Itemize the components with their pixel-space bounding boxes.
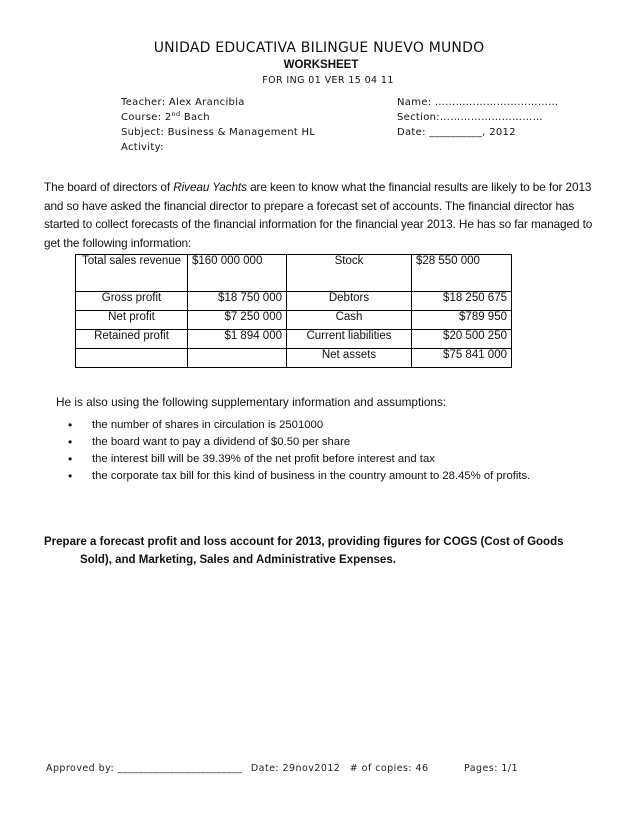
assumptions-list <box>60 417 530 485</box>
table-cell: Retained profit <box>76 330 188 349</box>
table-cell: Debtors <box>287 292 412 311</box>
table-cell: $18 750 000 <box>188 292 287 311</box>
copies-count: # of copies: 46 <box>349 763 429 774</box>
table-cell: Stock <box>287 255 412 292</box>
subject-line: Subject: Business & Management HL <box>121 127 316 138</box>
assumptions-intro: He is also using the following supplementary information and assumptions: <box>56 395 447 409</box>
list-item: • the corporate tax bill for this kind of business in the country amount to 28.45% of profits. <box>68 469 531 483</box>
teacher-line: Teacher: Alex Arancibia <box>121 97 245 108</box>
table-cell: Gross profit <box>76 292 188 311</box>
table-row <box>76 292 512 311</box>
info-left <box>121 95 315 155</box>
approved-by: Approved by: ________________________ <box>46 763 243 774</box>
table-cell: $18 250 675 <box>412 292 512 311</box>
info-right <box>397 95 558 140</box>
table-cell: Current liabilities <box>287 330 412 349</box>
table-cell <box>188 349 287 368</box>
table-row <box>76 349 512 368</box>
table-cell: $1 894 000 <box>188 330 287 349</box>
section-field: Section:………………………… <box>397 112 543 123</box>
bullet-icon: • <box>68 452 73 466</box>
footer-date: Date: 29nov2012 <box>250 763 341 774</box>
date-field: Date: __________, 2012 <box>397 127 516 138</box>
worksheet-title: WORKSHEET <box>283 59 359 71</box>
list-item: • the board want to pay a dividend of $0.50 per share <box>68 435 351 449</box>
table-row <box>76 330 512 349</box>
table-cell: $20 500 250 <box>412 330 512 349</box>
course-line: Course: 2nd Bach <box>121 110 210 123</box>
table-cell: Total sales revenue <box>76 255 188 292</box>
company-name: Riveau Yachts <box>173 180 247 194</box>
bullet-icon: • <box>68 418 73 432</box>
table-cell: $789 950 <box>412 311 512 330</box>
table-row <box>76 255 512 292</box>
activity-line: Activity: <box>121 142 164 153</box>
table-cell <box>76 349 188 368</box>
bullet-icon: • <box>68 469 73 483</box>
page-count: Pages: 1/1 <box>464 763 518 774</box>
table-cell: Net profit <box>76 311 188 330</box>
table-row <box>76 311 512 330</box>
table-cell: $75 841 000 <box>412 349 512 368</box>
school-name: UNIDAD EDUCATIVA BILINGUE NUEVO MUNDO <box>153 40 485 56</box>
table-cell: Cash <box>287 311 412 330</box>
document-code: FOR ING 01 VER 15 04 11 <box>262 75 394 86</box>
table-cell: $7 250 000 <box>188 311 287 330</box>
table-cell: $28 550 000 <box>412 255 512 292</box>
footer <box>46 763 518 774</box>
list-item: • the interest bill will be 39.39% of the net profit before interest and tax <box>68 452 435 466</box>
list-item: • the number of shares in circulation is 2501000 <box>68 418 324 432</box>
intro-paragraph: The board of directors of Riveau Yachts are keen to know what the financial results are likely to be for 2013 and so have asked the financial director to prepare a forecast set of accounts. The financial director has started to collect forecasts of the financial information for the financial year 2013. He has so far managed to get the following information: <box>44 180 593 250</box>
table-cell: $160 000 000 <box>188 255 287 292</box>
financial-table <box>75 254 512 368</box>
task-instruction: Prepare a forecast profit and loss account for 2013, providing figures for COGS (Cost of Goods Sold), and Marketing, Sales and Administrative Expenses. <box>44 536 564 566</box>
name-field: Name: ……………………………… <box>397 97 559 108</box>
table-cell: Net assets <box>287 349 412 368</box>
bullet-icon: • <box>68 435 73 449</box>
